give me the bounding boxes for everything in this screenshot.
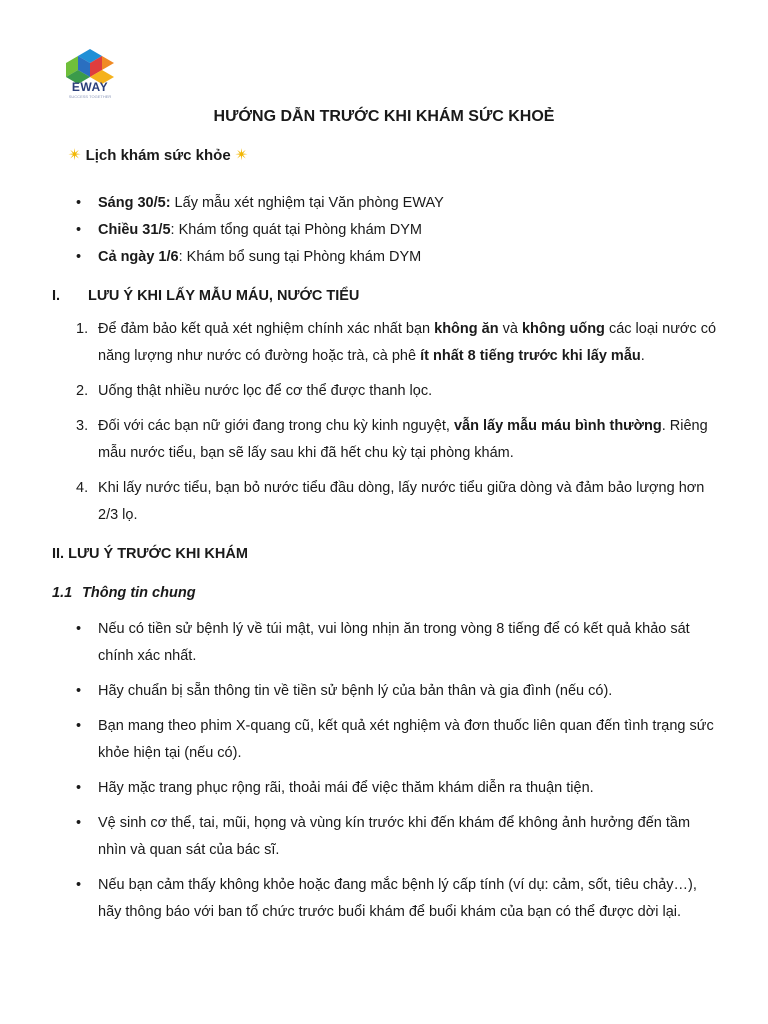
page-title: HƯỚNG DẪN TRƯỚC KHI KHÁM SỨC KHOẺ <box>213 108 555 125</box>
bullet: • <box>76 249 82 265</box>
list-item <box>0 244 768 271</box>
list-item <box>0 810 768 864</box>
item-text: Đối với các bạn nữ giới đang trong chu kỳ kinh nguyệt, <box>98 418 454 434</box>
item-emphasis: ít nhất 8 tiếng trước khi lấy mẫu <box>420 348 641 364</box>
item-number: 2. <box>76 383 89 399</box>
subsection-heading <box>52 585 196 601</box>
schedule-text: : Khám bổ sung tại Phòng khám DYM <box>178 249 422 265</box>
item-text: Hãy mặc trang phục rộng rãi, thoải mái để việc thăm khám diễn ra thuận tiện. <box>98 780 594 796</box>
item-text: . <box>640 348 645 364</box>
item-text: Vệ sinh cơ thể, tai, mũi, họng và vùng kín trước khi đến khám để không ảnh hưởng đến tầm nhìn và quan sát của bác sĩ. <box>98 815 691 858</box>
list-item <box>0 475 768 529</box>
bullet: • <box>76 718 82 734</box>
logo-text: EWAY <box>71 80 109 94</box>
schedule-date: Sáng 30/5: <box>98 195 171 211</box>
list-item <box>0 413 768 467</box>
list-item <box>0 316 768 370</box>
schedule-date: Cả ngày 1/6 <box>98 249 179 265</box>
item-text: Uống thật nhiều nước lọc để cơ thể được thanh lọc. <box>98 383 433 399</box>
bullet: • <box>76 780 82 796</box>
schedule-text: Lấy mẫu xét nghiệm tại Văn phòng EWAY <box>170 195 444 211</box>
item-text: Khi lấy nước tiểu, bạn bỏ nước tiểu đầu dòng, lấy nước tiểu giữa dòng và đảm bảo lượng hơn 2/3 lọ. <box>98 480 705 523</box>
bullet-list <box>0 616 768 926</box>
schedule-text: : Khám tổng quát tại Phòng khám DYM <box>170 222 423 238</box>
schedule-heading <box>68 145 248 165</box>
item-text: . Riêng mẫu nước tiểu, bạn sẽ lấy sau khi đã hết chu kỳ tại phòng khám. <box>98 418 708 461</box>
list-item <box>0 378 768 405</box>
item-text: Để đảm bảo kết quả xét nghiệm chính xác nhất bạn <box>98 321 435 337</box>
item-number: 4. <box>76 480 89 496</box>
list-item <box>0 190 768 217</box>
item-text: Hãy chuẩn bị sẵn thông tin về tiền sử bệnh lý của bản thân và gia đình (nếu có). <box>98 683 613 699</box>
item-emphasis: vẫn lấy mẫu máu bình thường <box>453 418 662 434</box>
numbered-list <box>0 316 768 529</box>
bullet: • <box>76 683 82 699</box>
item-text: Nếu bạn cảm thấy không khỏe hoặc đang mắc bệnh lý cấp tính (ví dụ: cảm, sốt, tiêu chảy…), hãy thông báo với ban tổ chức trước buổi khám để buổi khám của bạn có thể được dời lại. <box>98 877 697 920</box>
list-item <box>0 678 768 705</box>
list-item <box>0 775 768 802</box>
bullet: • <box>76 621 82 637</box>
item-text: và <box>498 321 522 337</box>
subsection-number: 1.1 <box>52 585 73 601</box>
item-text: Nếu có tiền sử bệnh lý về túi mật, vui lòng nhịn ăn trong vòng 8 tiếng để có kết quả khảo sát chính xác nhất. <box>98 621 690 664</box>
section-heading-text: LƯU Ý KHI LẤY MẪU MÁU, NƯỚC TIỂU <box>88 288 360 304</box>
schedule-list <box>0 190 768 271</box>
item-text: các loại nước có năng lượng như nước có đường hoặc trà, cà phê <box>98 321 717 364</box>
item-number: 1. <box>76 321 89 337</box>
subsection-heading-text: Thông tin chung <box>82 585 196 601</box>
list-item <box>0 217 768 244</box>
list-item <box>0 713 768 767</box>
item-emphasis: không ăn <box>434 321 499 337</box>
section-number: I. <box>52 288 61 304</box>
schedule-date: Chiều 31/5 <box>98 222 171 238</box>
bullet: • <box>76 877 82 893</box>
schedule-heading-text: Lịch khám sức khỏe <box>85 147 231 164</box>
list-item <box>0 872 768 926</box>
bullet: • <box>76 195 82 211</box>
section-heading: II. LƯU Ý TRƯỚC KHI KHÁM <box>52 546 248 562</box>
logo-subtext: SUCCESS TOGETHER <box>68 94 112 99</box>
sparkle-icon: ✴ <box>68 147 82 164</box>
item-emphasis: không uống <box>521 321 605 337</box>
sparkle-icon: ✴ <box>234 147 249 164</box>
list-item <box>0 616 768 670</box>
section-heading <box>52 288 359 304</box>
bullet: • <box>76 222 82 238</box>
item-number: 3. <box>76 418 89 434</box>
item-text: Bạn mang theo phim X-quang cũ, kết quả xét nghiệm và đơn thuốc liên quan đến tình trạng sức khỏe hiện tại (nếu có). <box>98 718 714 761</box>
bullet: • <box>76 815 82 831</box>
